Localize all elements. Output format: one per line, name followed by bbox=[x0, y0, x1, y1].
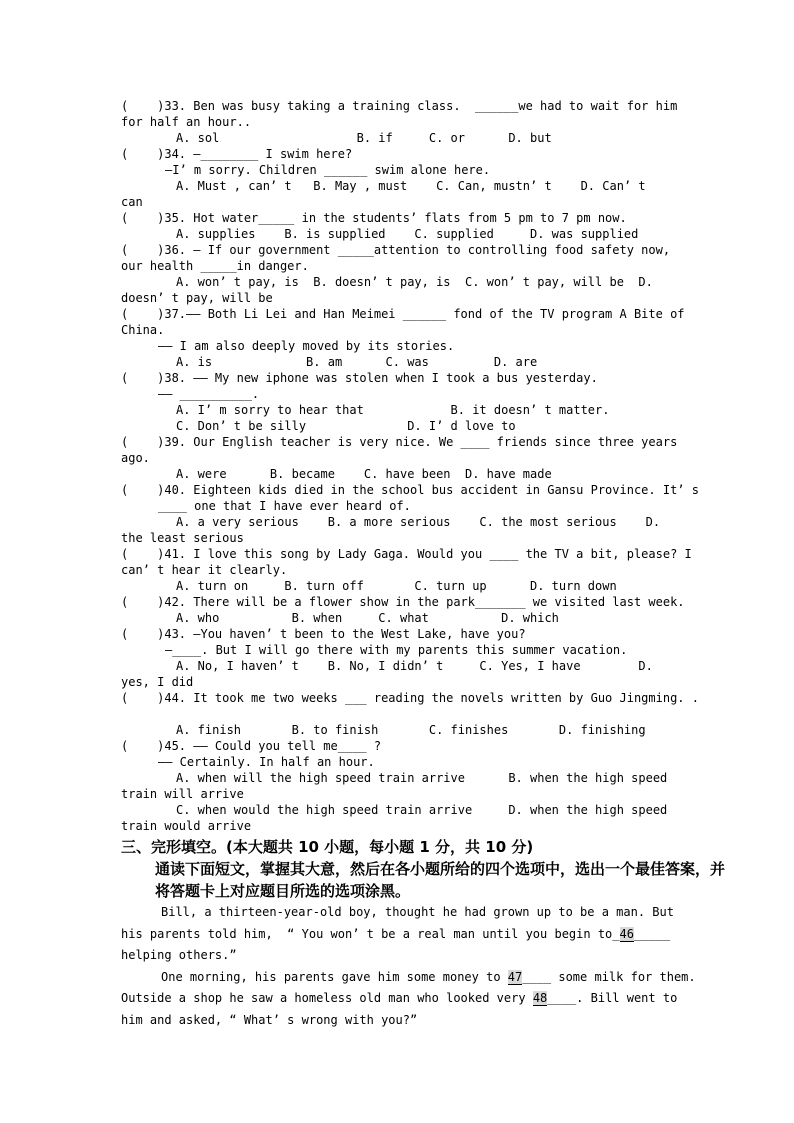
q35-options: A. supplies B. is supplied C. supplied D. was supplied bbox=[176, 227, 639, 241]
q40-line-1: ( )40. Eighteen kids died in the school bus accident in Gansu Province. It’ s bbox=[121, 483, 699, 497]
passage-line-4 bbox=[121, 967, 694, 989]
q36-options: A. won’ t pay, is B. doesn’ t pay, is C. won’ t pay, will be D. bbox=[176, 275, 653, 289]
q43-reply: —____. But I will go there with my parents this summer vacation. bbox=[165, 643, 628, 657]
blank-line bbox=[121, 706, 694, 722]
q34-reply: —I’ m sorry. Children ______ swim alone here. bbox=[165, 163, 491, 177]
q39-options: A. were B. became C. have been D. have made bbox=[176, 467, 552, 481]
q44-options: A. finish B. to finish C. finishes D. finishing bbox=[176, 723, 646, 737]
q41-line-2: can’ t hear it clearly. bbox=[121, 563, 288, 577]
passage-line-5 bbox=[121, 988, 694, 1010]
q40-line-2: ____ one that I have ever heard of. bbox=[158, 499, 411, 513]
cloze-instructions-line-2: 将答题卡上对应题目所选的选项涂黑。 bbox=[155, 882, 411, 900]
q45-options-ab-overflow: train will arrive bbox=[121, 787, 244, 801]
passage-line-5-text: Outside a shop he saw a homeless old man who looked very bbox=[121, 991, 533, 1005]
q37-reply: —— I am also deeply moved by its stories. bbox=[158, 339, 455, 353]
passage-line-3: helping others.” bbox=[121, 948, 237, 962]
q37-line-2: China. bbox=[121, 323, 165, 337]
q36-line-1: ( )36. — If our government _____attention to controlling food safety now, bbox=[121, 243, 671, 257]
q37-line-1: ( )37.—— Both Li Lei and Han Meimei ______ fond of the TV program A Bite of bbox=[121, 307, 685, 321]
q34-line-1: ( )34. —________ I swim here? bbox=[121, 147, 353, 161]
q38-options-cd: C. Don’ t be silly D. I’ d love to bbox=[176, 419, 516, 433]
q35-line-1: ( )35. Hot water_____ in the students’ flats from 5 pm to 7 pm now. bbox=[121, 211, 627, 225]
cloze-blank-46: 46 bbox=[619, 926, 634, 941]
q45-options-cd-overflow: train would arrive bbox=[121, 819, 252, 833]
passage-line-6: him and asked, “ What’ s wrong with you?” bbox=[121, 1012, 418, 1027]
q41-options: A. turn on B. turn off C. turn up D. turn down bbox=[176, 579, 617, 593]
q43-line-1: ( )43. —You haven’ t been to the West Lake, have you? bbox=[121, 627, 526, 641]
q45-reply: —— Certainly. In half an hour. bbox=[158, 755, 375, 769]
q39-line-2: ago. bbox=[121, 451, 150, 465]
q41-line-1: ( )41. I love this song by Lady Gaga. Would you ____ the TV a bit, please? I bbox=[121, 547, 692, 561]
q43-options-overflow: yes, I did bbox=[121, 675, 194, 689]
q38-reply: —— __________. bbox=[158, 387, 260, 401]
q43-options: A. No, I haven’ t B. No, I didn’ t C. Yes, I have D. bbox=[176, 659, 653, 673]
passage-line-2-blank-rule: _____ bbox=[633, 926, 671, 941]
passage-line-4-rest: ____ some milk for them. bbox=[522, 969, 696, 984]
passage-line-4-text: One morning, his parents gave him some money to bbox=[161, 969, 508, 984]
q34-options: A. Must , can’ t B. May , must C. Can, mustn’ t D. Can’ t bbox=[176, 179, 646, 193]
cloze-passage bbox=[121, 902, 694, 1031]
q37-options: A. is B. am C. was D. are bbox=[176, 355, 538, 369]
q45-options-cd: C. when would the high speed train arrive D. when the high speed bbox=[176, 803, 668, 817]
multiple-choice-section bbox=[121, 98, 699, 834]
cloze-blank-48: 48 bbox=[532, 991, 548, 1005]
cloze-section-heading: 三、完形填空。(本大题共 10 小题，每小题 1 分，共 10 分) bbox=[121, 838, 534, 856]
q44-line-1: ( )44. It took me two weeks ___ reading the novels written by Guo Jingming. . bbox=[121, 691, 699, 705]
q42-line-1: ( )42. There will be a flower show in the park_______ we visited last week. bbox=[121, 595, 685, 609]
passage-line-2-text: his parents told him, “ You won’ t be a real man until you begin to_ bbox=[121, 926, 620, 941]
passage-line-2 bbox=[121, 924, 694, 946]
q40-options-overflow: the least serious bbox=[121, 531, 244, 545]
q39-line-1: ( )39. Our English teacher is very nice. We ____ friends since three years bbox=[121, 435, 678, 449]
q34-options-overflow: can bbox=[121, 195, 143, 209]
cloze-blank-47: 47 bbox=[507, 969, 523, 984]
passage-line-1: Bill, a thirteen-year-old boy, thought he had grown up to be a man. But bbox=[161, 905, 674, 919]
q38-options-ab: A. I’ m sorry to hear that B. it doesn’ t matter. bbox=[176, 403, 610, 417]
q33-options: A. sol B. if C. or D. but bbox=[176, 131, 552, 145]
q40-options: A. a very serious B. a more serious C. the most serious D. bbox=[176, 515, 661, 529]
q33-line-2: for half an hour.. bbox=[121, 115, 252, 129]
q42-options: A. who B. when C. what D. which bbox=[176, 611, 559, 625]
q33-line-1: ( )33. Ben was busy taking a training class. ______we had to wait for him bbox=[121, 99, 678, 113]
cloze-section bbox=[121, 836, 726, 1031]
passage-line-5-rest: ____. Bill went to bbox=[547, 991, 678, 1005]
q36-options-overflow: doesn’ t pay, will be bbox=[121, 291, 273, 305]
cloze-instructions-line-1: 通读下面短文，掌握其大意，然后在各小题所给的四个选项中，选出一个最佳答案，并 bbox=[155, 860, 726, 878]
q45-line-1: ( )45. —— Could you tell me____ ? bbox=[121, 739, 382, 753]
q45-options-ab: A. when will the high speed train arrive B. when the high speed bbox=[176, 771, 668, 785]
q38-line-1: ( )38. —— My new iphone was stolen when I took a bus yesterday. bbox=[121, 371, 598, 385]
q36-line-2: our health _____in danger. bbox=[121, 259, 309, 273]
